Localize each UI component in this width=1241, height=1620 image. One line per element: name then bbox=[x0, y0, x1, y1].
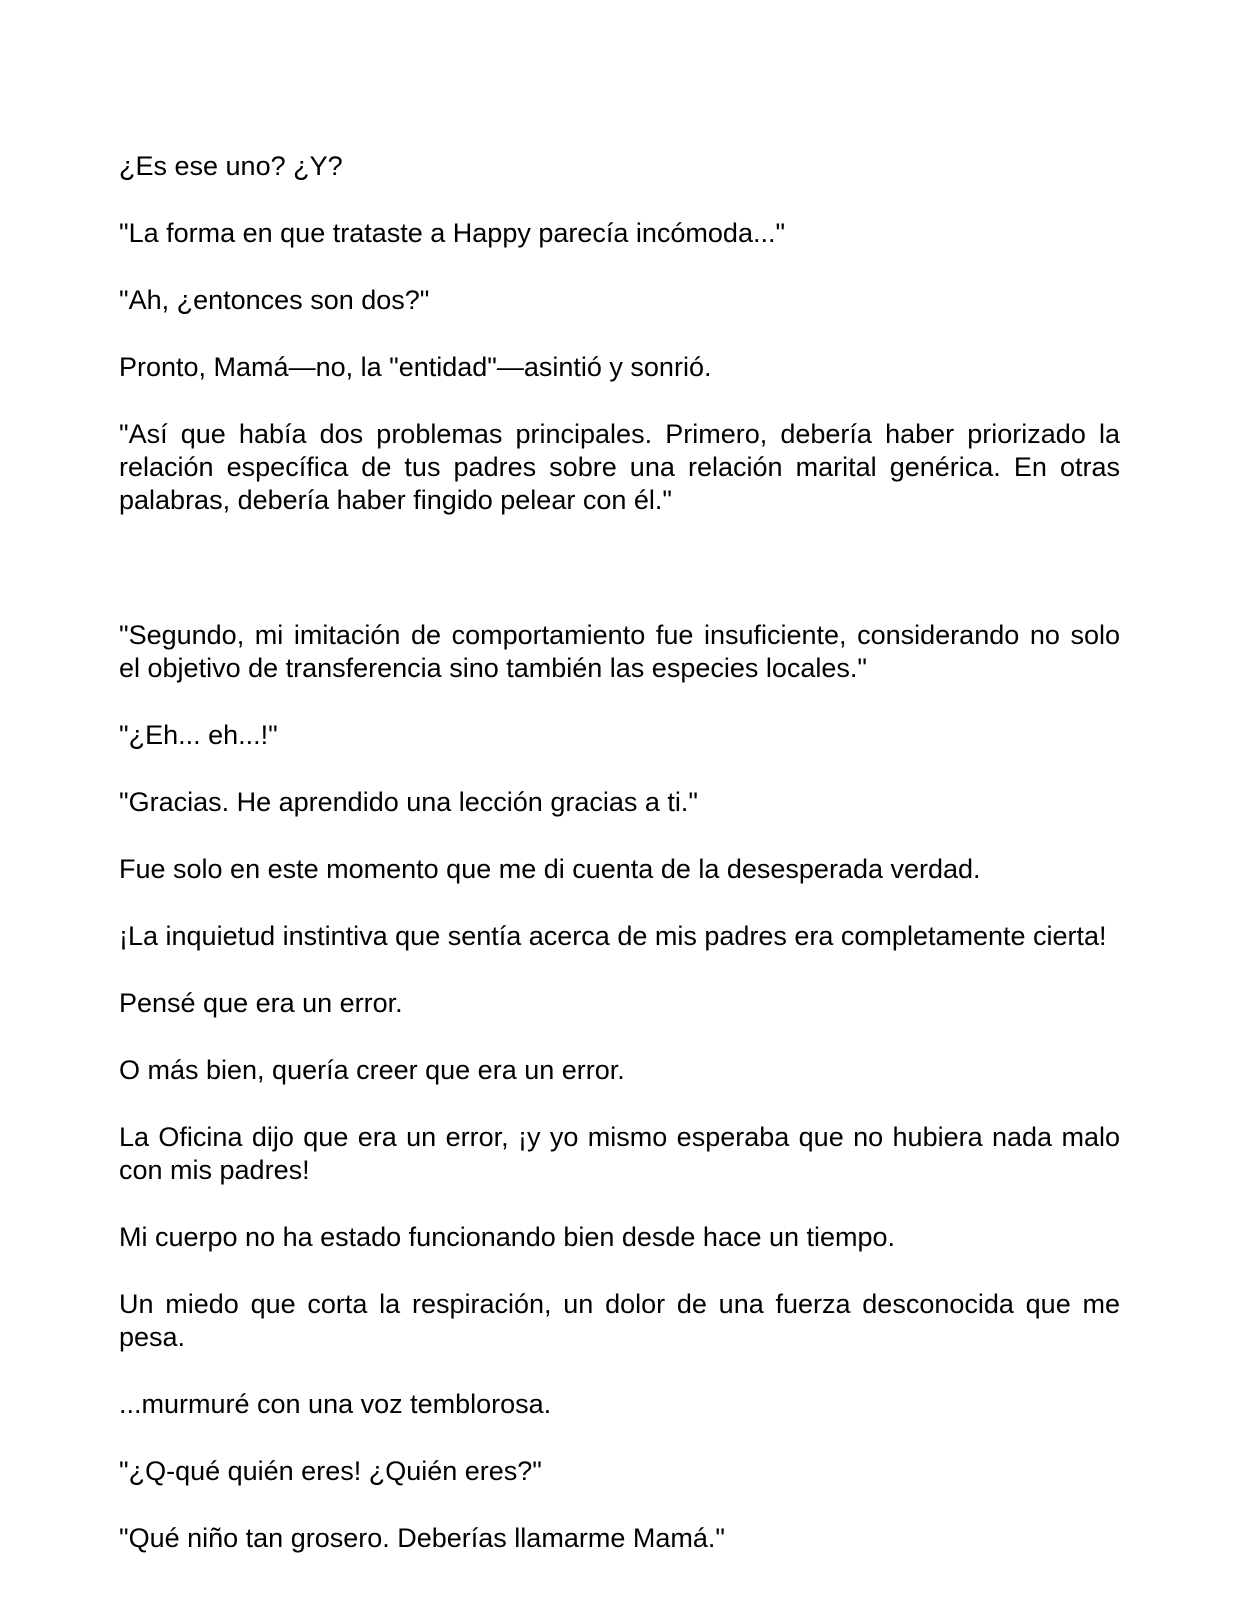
paragraph: ...murmuré con una voz temblorosa. bbox=[119, 1389, 552, 1419]
paragraph: Mi cuerpo no ha estado funcionando bien desde hace un tiempo. bbox=[119, 1222, 896, 1252]
paragraph: La Oficina dijo que era un error, ¡y yo mismo esperaba que no hubiera nada malo con mis padres! bbox=[119, 1122, 1120, 1185]
paragraph: Fue solo en este momento que me di cuenta de la desesperada verdad. bbox=[119, 854, 981, 884]
paragraph: "¿Eh... eh...!" bbox=[119, 720, 278, 750]
paragraph: "La forma en que trataste a Happy parecía incómoda..." bbox=[119, 218, 786, 248]
paragraph: "Gracias. He aprendido una lección gracias a ti." bbox=[119, 787, 698, 817]
document-page bbox=[119, 150, 1120, 1589]
paragraph: "Segundo, mi imitación de comportamiento fue insuficiente, considerando no solo el objetivo de transferencia sino también las especies locales." bbox=[119, 620, 1120, 683]
paragraph: Pronto, Mamá—no, la "entidad"—asintió y sonrió. bbox=[119, 352, 712, 382]
paragraph: Un miedo que corta la respiración, un dolor de una fuerza desconocida que me pesa. bbox=[119, 1289, 1120, 1352]
paragraph: Pensé que era un error. bbox=[119, 988, 403, 1018]
paragraph: "Ah, ¿entonces son dos?" bbox=[119, 285, 430, 315]
paragraph: "¿Q-qué quién eres! ¿Quién eres?" bbox=[119, 1456, 542, 1486]
paragraph: ¿Es ese uno? ¿Y? bbox=[119, 151, 343, 181]
paragraph: "Qué niño tan grosero. Deberías llamarme Mamá." bbox=[119, 1523, 725, 1553]
paragraph: ¡La inquietud instintiva que sentía acerca de mis padres era completamente cierta! bbox=[119, 921, 1107, 951]
paragraph: O más bien, quería creer que era un error. bbox=[119, 1055, 625, 1085]
paragraph: "Así que había dos problemas principales. Primero, debería haber priorizado la relación específica de tus padres sobre una relación marital genérica. En otras palabras, debería haber fingido pelear con él." bbox=[119, 419, 1120, 515]
